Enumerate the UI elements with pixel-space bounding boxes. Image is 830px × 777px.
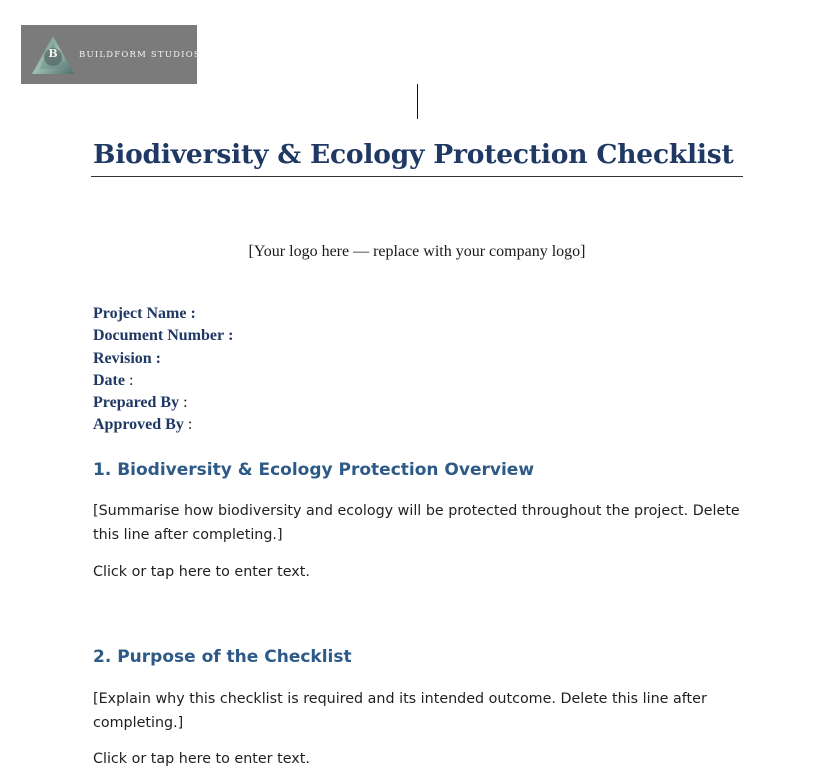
meta-date[interactable]	[93, 370, 233, 392]
document-title: Biodiversity & Ecology Protection Checklist	[93, 139, 734, 170]
content-control-purpose[interactable]: Click or tap here to enter text.	[93, 751, 310, 767]
meta-revision[interactable]	[93, 348, 233, 370]
title-underline	[91, 176, 743, 177]
meta-label: Date	[93, 371, 125, 389]
meta-label: Document Number	[93, 327, 225, 345]
logo-placeholder-text[interactable]: [Your logo here — replace with your company logo]	[248, 243, 586, 260]
text-cursor	[417, 84, 418, 119]
meta-colon: :	[187, 416, 193, 434]
brand-letter: B	[48, 46, 58, 60]
meta-label: Revision	[93, 349, 152, 367]
triangle-logo-icon	[29, 31, 77, 79]
meta-label: Prepared By	[93, 394, 180, 412]
meta-label: Project Name	[93, 305, 187, 322]
company-logo	[21, 25, 201, 84]
meta-label: Approved By	[93, 416, 184, 434]
meta-colon: :	[228, 327, 234, 345]
section-instruction-overview[interactable]: [Summarise how biodiversity and ecology will be protected throughout the project. Delete this line after completing.]	[93, 503, 740, 543]
meta-colon: :	[183, 394, 188, 412]
meta-colon: :	[190, 305, 196, 322]
section-instruction-purpose[interactable]: [Explain why this checklist is required and its intended outcome. Delete this line after completing.]	[93, 691, 707, 731]
brand-name: BUILDFORM STUDIOS	[79, 49, 201, 60]
meta-prepared-by[interactable]	[93, 392, 233, 414]
meta-document-number[interactable]	[93, 325, 233, 347]
section-heading-overview: 1. Biodiversity & Ecology Protection Overview	[93, 460, 535, 480]
document-meta-fields	[93, 303, 233, 437]
content-control-overview[interactable]: Click or tap here to enter text.	[93, 564, 310, 580]
meta-colon: :	[128, 371, 134, 389]
meta-project-name[interactable]	[93, 303, 233, 325]
meta-approved-by[interactable]	[93, 414, 233, 436]
section-heading-purpose: 2. Purpose of the Checklist	[93, 647, 352, 667]
meta-colon: :	[155, 349, 161, 367]
